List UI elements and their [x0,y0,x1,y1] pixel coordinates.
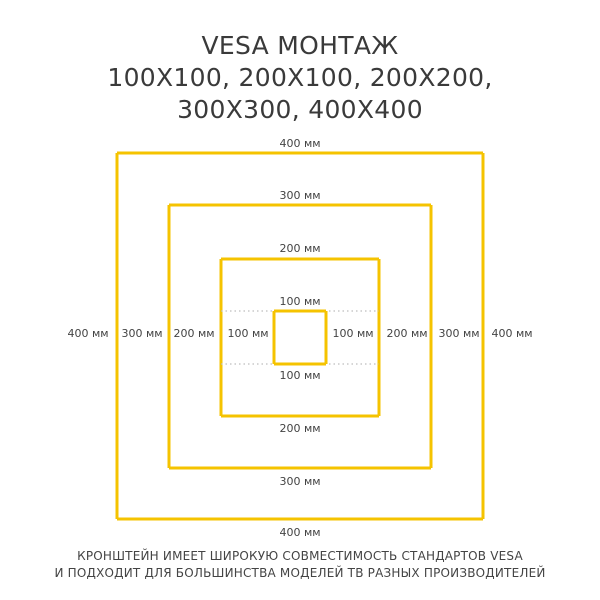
footer-note-manufacturers: И ПОДХОДИТ ДЛЯ БОЛЬШИНСТВА МОДЕЛЕЙ ТВ РАЗНЫХ ПРОИЗВОДИТЕЛЕЙ [54,566,546,580]
footer-note-compatibility: КРОНШТЕЙН ИМЕЕТ ШИРОКУЮ СОВМЕСТИМОСТЬ СТАНДАРТОВ VESA [77,549,523,563]
frame-200-left-label: 200 мм [173,327,215,340]
frame-200 [173,242,427,435]
frame-200-bottom-label: 200 мм [279,422,321,435]
page-subtitle-sizes-2: 300Х300, 400Х400 [177,95,423,124]
frame-200-top-label: 200 мм [279,242,321,255]
frame-300-right-label: 300 мм [438,327,480,340]
frame-100 [227,295,373,382]
frame-300-bottom-label: 300 мм [279,475,321,488]
frame-100-top-label: 100 мм [279,295,321,308]
frame-100-right-label: 100 мм [332,327,374,340]
frame-300-top-label: 300 мм [279,189,321,202]
frame-400-right-label: 400 мм [491,327,533,340]
frame-400-left-label: 400 мм [67,327,109,340]
frame-400-top-label: 400 мм [279,137,321,150]
frame-100-left-label: 100 мм [227,327,269,340]
frame-100-bottom-label: 100 мм [279,369,321,382]
frame-200-right-label: 200 мм [386,327,428,340]
frame-300-left-label: 300 мм [121,327,163,340]
page-subtitle-sizes-1: 100Х100, 200Х100, 200Х200, [107,63,493,92]
frame-400-bottom-label: 400 мм [279,526,321,539]
page-title: VESA МОНТАЖ [201,31,399,60]
